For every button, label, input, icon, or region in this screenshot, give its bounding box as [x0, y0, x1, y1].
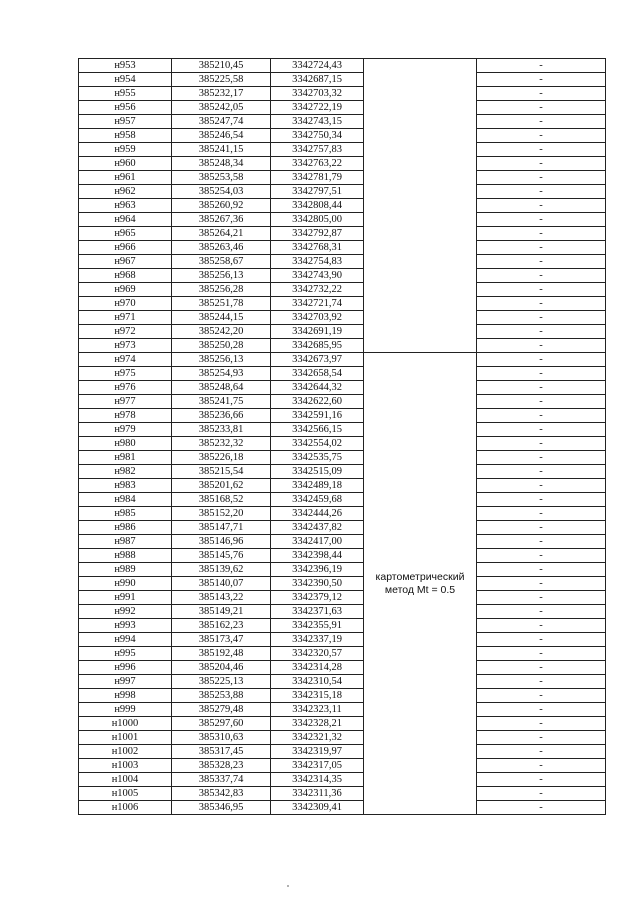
table-row — [79, 311, 606, 325]
point-name-cell: н955 — [79, 87, 172, 101]
note-cell: - — [477, 507, 606, 521]
point-name-cell: н963 — [79, 199, 172, 213]
y-coordinate-cell: 3342396,19 — [271, 563, 364, 577]
note-cell: - — [477, 437, 606, 451]
y-coordinate-cell: 3342311,36 — [271, 787, 364, 801]
note-cell: - — [477, 297, 606, 311]
table-row — [79, 703, 606, 717]
y-coordinate-cell: 3342754,83 — [271, 255, 364, 269]
y-coordinate-cell: 3342437,82 — [271, 521, 364, 535]
y-coordinate-cell: 3342732,22 — [271, 283, 364, 297]
x-coordinate-cell: 385168,52 — [172, 493, 271, 507]
y-coordinate-cell: 3342750,34 — [271, 129, 364, 143]
y-coordinate-cell: 3342310,54 — [271, 675, 364, 689]
table-row — [79, 129, 606, 143]
x-coordinate-cell: 385225,13 — [172, 675, 271, 689]
y-coordinate-cell: 3342673,97 — [271, 353, 364, 367]
y-coordinate-cell: 3342722,19 — [271, 101, 364, 115]
x-coordinate-cell: 385146,96 — [172, 535, 271, 549]
x-coordinate-cell: 385297,60 — [172, 717, 271, 731]
point-name-cell: н969 — [79, 283, 172, 297]
y-coordinate-cell: 3342743,15 — [271, 115, 364, 129]
point-name-cell: н972 — [79, 325, 172, 339]
point-name-cell: н971 — [79, 311, 172, 325]
y-coordinate-cell: 3342323,11 — [271, 703, 364, 717]
y-coordinate-cell: 3342622,60 — [271, 395, 364, 409]
note-cell: - — [477, 787, 606, 801]
point-name-cell: н987 — [79, 535, 172, 549]
method-text — [364, 571, 476, 597]
point-name-cell: н956 — [79, 101, 172, 115]
x-coordinate-cell: 385328,23 — [172, 759, 271, 773]
note-cell: - — [477, 535, 606, 549]
note-cell: - — [477, 101, 606, 115]
x-coordinate-cell: 385145,76 — [172, 549, 271, 563]
note-cell: - — [477, 689, 606, 703]
y-coordinate-cell: 3342337,19 — [271, 633, 364, 647]
point-name-cell: н965 — [79, 227, 172, 241]
y-coordinate-cell: 3342644,32 — [271, 381, 364, 395]
y-coordinate-cell: 3342321,32 — [271, 731, 364, 745]
note-cell: - — [477, 703, 606, 717]
table-row — [79, 199, 606, 213]
table-row — [79, 59, 606, 73]
point-name-cell: н999 — [79, 703, 172, 717]
method-cell — [364, 59, 477, 353]
note-cell: - — [477, 353, 606, 367]
y-coordinate-cell: 3342757,83 — [271, 143, 364, 157]
y-coordinate-cell: 3342763,22 — [271, 157, 364, 171]
table-row — [79, 577, 606, 591]
note-cell: - — [477, 521, 606, 535]
method-cell — [364, 353, 477, 815]
x-coordinate-cell: 385201,62 — [172, 479, 271, 493]
x-coordinate-cell: 385256,13 — [172, 353, 271, 367]
note-cell: - — [477, 171, 606, 185]
table-row — [79, 143, 606, 157]
x-coordinate-cell: 385267,36 — [172, 213, 271, 227]
table-row — [79, 801, 606, 815]
method-line-2: метод Mt = 0.5 — [384, 583, 456, 596]
y-coordinate-cell: 3342687,15 — [271, 73, 364, 87]
y-coordinate-cell: 3342379,12 — [271, 591, 364, 605]
point-name-cell: н985 — [79, 507, 172, 521]
x-coordinate-cell: 385242,20 — [172, 325, 271, 339]
point-name-cell: н981 — [79, 451, 172, 465]
x-coordinate-cell: 385246,54 — [172, 129, 271, 143]
x-coordinate-cell: 385152,20 — [172, 507, 271, 521]
y-coordinate-cell: 3342515,09 — [271, 465, 364, 479]
x-coordinate-cell: 385232,17 — [172, 87, 271, 101]
table-row — [79, 675, 606, 689]
y-coordinate-cell: 3342721,74 — [271, 297, 364, 311]
table-row — [79, 409, 606, 423]
point-name-cell: н996 — [79, 661, 172, 675]
table-row — [79, 521, 606, 535]
note-cell: - — [477, 647, 606, 661]
point-name-cell: н982 — [79, 465, 172, 479]
note-cell: - — [477, 423, 606, 437]
note-cell: - — [477, 731, 606, 745]
y-coordinate-cell: 3342489,18 — [271, 479, 364, 493]
point-name-cell: н989 — [79, 563, 172, 577]
table-row — [79, 87, 606, 101]
y-coordinate-cell: 3342328,21 — [271, 717, 364, 731]
table-row — [79, 773, 606, 787]
note-cell: - — [477, 227, 606, 241]
point-name-cell: н962 — [79, 185, 172, 199]
point-name-cell: н973 — [79, 339, 172, 353]
y-coordinate-cell: 3342309,41 — [271, 801, 364, 815]
y-coordinate-cell: 3342319,97 — [271, 745, 364, 759]
x-coordinate-cell: 385210,45 — [172, 59, 271, 73]
note-cell: - — [477, 73, 606, 87]
x-coordinate-cell: 385236,66 — [172, 409, 271, 423]
note-cell: - — [477, 311, 606, 325]
coordinates-table-body — [79, 59, 606, 815]
x-coordinate-cell: 385250,28 — [172, 339, 271, 353]
point-name-cell: н990 — [79, 577, 172, 591]
scan-speck — [287, 885, 289, 887]
table-row — [79, 269, 606, 283]
x-coordinate-cell: 385244,15 — [172, 311, 271, 325]
y-coordinate-cell: 3342355,91 — [271, 619, 364, 633]
table-row — [79, 283, 606, 297]
note-cell: - — [477, 633, 606, 647]
x-coordinate-cell: 385149,21 — [172, 605, 271, 619]
x-coordinate-cell: 385233,81 — [172, 423, 271, 437]
point-name-cell: н976 — [79, 381, 172, 395]
point-name-cell: н964 — [79, 213, 172, 227]
point-name-cell: н968 — [79, 269, 172, 283]
y-coordinate-cell: 3342371,63 — [271, 605, 364, 619]
table-row — [79, 423, 606, 437]
coordinates-table — [78, 58, 606, 815]
x-coordinate-cell: 385143,22 — [172, 591, 271, 605]
x-coordinate-cell: 385342,83 — [172, 787, 271, 801]
x-coordinate-cell: 385346,95 — [172, 801, 271, 815]
point-name-cell: н998 — [79, 689, 172, 703]
note-cell: - — [477, 493, 606, 507]
point-name-cell: н975 — [79, 367, 172, 381]
note-cell: - — [477, 563, 606, 577]
x-coordinate-cell: 385140,07 — [172, 577, 271, 591]
point-name-cell: н992 — [79, 605, 172, 619]
note-cell: - — [477, 479, 606, 493]
table-row — [79, 367, 606, 381]
table-row — [79, 339, 606, 353]
table-row — [79, 381, 606, 395]
x-coordinate-cell: 385254,93 — [172, 367, 271, 381]
table-row — [79, 171, 606, 185]
note-cell: - — [477, 129, 606, 143]
point-name-cell: н991 — [79, 591, 172, 605]
y-coordinate-cell: 3342658,54 — [271, 367, 364, 381]
note-cell: - — [477, 465, 606, 479]
table-row — [79, 619, 606, 633]
x-coordinate-cell: 385162,23 — [172, 619, 271, 633]
point-name-cell: н995 — [79, 647, 172, 661]
point-name-cell: н983 — [79, 479, 172, 493]
table-row — [79, 717, 606, 731]
y-coordinate-cell: 3342781,79 — [271, 171, 364, 185]
note-cell: - — [477, 801, 606, 815]
point-name-cell: н959 — [79, 143, 172, 157]
x-coordinate-cell: 385226,18 — [172, 451, 271, 465]
table-row — [79, 115, 606, 129]
y-coordinate-cell: 3342768,31 — [271, 241, 364, 255]
note-cell: - — [477, 619, 606, 633]
x-coordinate-cell: 385253,88 — [172, 689, 271, 703]
y-coordinate-cell: 3342554,02 — [271, 437, 364, 451]
table-row — [79, 605, 606, 619]
table-row — [79, 465, 606, 479]
table-row — [79, 227, 606, 241]
x-coordinate-cell: 385241,15 — [172, 143, 271, 157]
point-name-cell: н1005 — [79, 787, 172, 801]
note-cell: - — [477, 661, 606, 675]
note-cell: - — [477, 325, 606, 339]
point-name-cell: н961 — [79, 171, 172, 185]
table-row — [79, 73, 606, 87]
point-name-cell: н1002 — [79, 745, 172, 759]
note-cell: - — [477, 759, 606, 773]
y-coordinate-cell: 3342390,50 — [271, 577, 364, 591]
point-name-cell: н984 — [79, 493, 172, 507]
note-cell: - — [477, 157, 606, 171]
table-row — [79, 353, 606, 367]
table-row — [79, 325, 606, 339]
table-row — [79, 563, 606, 577]
y-coordinate-cell: 3342317,05 — [271, 759, 364, 773]
x-coordinate-cell: 385173,47 — [172, 633, 271, 647]
point-name-cell: н967 — [79, 255, 172, 269]
note-cell: - — [477, 381, 606, 395]
note-cell: - — [477, 577, 606, 591]
y-coordinate-cell: 3342320,57 — [271, 647, 364, 661]
x-coordinate-cell: 385260,92 — [172, 199, 271, 213]
table-row — [79, 297, 606, 311]
x-coordinate-cell: 385254,03 — [172, 185, 271, 199]
x-coordinate-cell: 385317,45 — [172, 745, 271, 759]
note-cell: - — [477, 143, 606, 157]
table-row — [79, 479, 606, 493]
table-row — [79, 535, 606, 549]
y-coordinate-cell: 3342314,28 — [271, 661, 364, 675]
point-name-cell: н994 — [79, 633, 172, 647]
x-coordinate-cell: 385279,48 — [172, 703, 271, 717]
x-coordinate-cell: 385253,58 — [172, 171, 271, 185]
point-name-cell: н1000 — [79, 717, 172, 731]
table-row — [79, 689, 606, 703]
table-row — [79, 241, 606, 255]
y-coordinate-cell: 3342724,43 — [271, 59, 364, 73]
note-cell: - — [477, 115, 606, 129]
point-name-cell: н988 — [79, 549, 172, 563]
table-row — [79, 661, 606, 675]
note-cell: - — [477, 717, 606, 731]
y-coordinate-cell: 3342314,35 — [271, 773, 364, 787]
point-name-cell: н979 — [79, 423, 172, 437]
y-coordinate-cell: 3342797,51 — [271, 185, 364, 199]
point-name-cell: н980 — [79, 437, 172, 451]
note-cell: - — [477, 255, 606, 269]
point-name-cell: н958 — [79, 129, 172, 143]
y-coordinate-cell: 3342703,92 — [271, 311, 364, 325]
table-row — [79, 157, 606, 171]
table-row — [79, 633, 606, 647]
x-coordinate-cell: 385192,48 — [172, 647, 271, 661]
point-name-cell: н1006 — [79, 801, 172, 815]
x-coordinate-cell: 385256,28 — [172, 283, 271, 297]
point-name-cell: н986 — [79, 521, 172, 535]
x-coordinate-cell: 385251,78 — [172, 297, 271, 311]
method-line-1: картометрический — [375, 570, 465, 583]
note-cell: - — [477, 591, 606, 605]
point-name-cell: н993 — [79, 619, 172, 633]
table-row — [79, 213, 606, 227]
table-row — [79, 493, 606, 507]
table-row — [79, 395, 606, 409]
note-cell: - — [477, 549, 606, 563]
note-cell: - — [477, 339, 606, 353]
note-cell: - — [477, 395, 606, 409]
x-coordinate-cell: 385139,62 — [172, 563, 271, 577]
table-row — [79, 787, 606, 801]
note-cell: - — [477, 773, 606, 787]
point-name-cell: н978 — [79, 409, 172, 423]
table-row — [79, 255, 606, 269]
y-coordinate-cell: 3342398,44 — [271, 549, 364, 563]
point-name-cell: н970 — [79, 297, 172, 311]
y-coordinate-cell: 3342459,68 — [271, 493, 364, 507]
note-cell: - — [477, 451, 606, 465]
table-row — [79, 451, 606, 465]
x-coordinate-cell: 385241,75 — [172, 395, 271, 409]
y-coordinate-cell: 3342444,26 — [271, 507, 364, 521]
note-cell: - — [477, 605, 606, 619]
y-coordinate-cell: 3342743,90 — [271, 269, 364, 283]
x-coordinate-cell: 385242,05 — [172, 101, 271, 115]
y-coordinate-cell: 3342535,75 — [271, 451, 364, 465]
x-coordinate-cell: 385256,13 — [172, 269, 271, 283]
point-name-cell: н954 — [79, 73, 172, 87]
point-name-cell: н974 — [79, 353, 172, 367]
x-coordinate-cell: 385337,74 — [172, 773, 271, 787]
note-cell: - — [477, 241, 606, 255]
x-coordinate-cell: 385263,46 — [172, 241, 271, 255]
point-name-cell: н997 — [79, 675, 172, 689]
y-coordinate-cell: 3342691,19 — [271, 325, 364, 339]
table-row — [79, 759, 606, 773]
table-row — [79, 591, 606, 605]
y-coordinate-cell: 3342417,00 — [271, 535, 364, 549]
y-coordinate-cell: 3342808,44 — [271, 199, 364, 213]
table-row — [79, 745, 606, 759]
note-cell: - — [477, 409, 606, 423]
x-coordinate-cell: 385310,63 — [172, 731, 271, 745]
y-coordinate-cell: 3342566,15 — [271, 423, 364, 437]
point-name-cell: н953 — [79, 59, 172, 73]
x-coordinate-cell: 385264,21 — [172, 227, 271, 241]
x-coordinate-cell: 385248,64 — [172, 381, 271, 395]
x-coordinate-cell: 385147,71 — [172, 521, 271, 535]
x-coordinate-cell: 385215,54 — [172, 465, 271, 479]
note-cell: - — [477, 59, 606, 73]
table-row — [79, 507, 606, 521]
note-cell: - — [477, 213, 606, 227]
x-coordinate-cell: 385258,67 — [172, 255, 271, 269]
point-name-cell: н1004 — [79, 773, 172, 787]
point-name-cell: н960 — [79, 157, 172, 171]
point-name-cell: н977 — [79, 395, 172, 409]
table-row — [79, 101, 606, 115]
x-coordinate-cell: 385248,34 — [172, 157, 271, 171]
point-name-cell: н957 — [79, 115, 172, 129]
y-coordinate-cell: 3342591,16 — [271, 409, 364, 423]
y-coordinate-cell: 3342805,00 — [271, 213, 364, 227]
x-coordinate-cell: 385204,46 — [172, 661, 271, 675]
x-coordinate-cell: 385225,58 — [172, 73, 271, 87]
table-row — [79, 549, 606, 563]
point-name-cell: н1001 — [79, 731, 172, 745]
note-cell: - — [477, 675, 606, 689]
note-cell: - — [477, 185, 606, 199]
table-row — [79, 731, 606, 745]
x-coordinate-cell: 385232,32 — [172, 437, 271, 451]
note-cell: - — [477, 367, 606, 381]
note-cell: - — [477, 269, 606, 283]
table-row — [79, 437, 606, 451]
table-row — [79, 647, 606, 661]
point-name-cell: н966 — [79, 241, 172, 255]
table-row — [79, 185, 606, 199]
note-cell: - — [477, 87, 606, 101]
note-cell: - — [477, 283, 606, 297]
note-cell: - — [477, 745, 606, 759]
y-coordinate-cell: 3342315,18 — [271, 689, 364, 703]
y-coordinate-cell: 3342703,32 — [271, 87, 364, 101]
x-coordinate-cell: 385247,74 — [172, 115, 271, 129]
point-name-cell: н1003 — [79, 759, 172, 773]
note-cell: - — [477, 199, 606, 213]
y-coordinate-cell: 3342685,95 — [271, 339, 364, 353]
y-coordinate-cell: 3342792,87 — [271, 227, 364, 241]
